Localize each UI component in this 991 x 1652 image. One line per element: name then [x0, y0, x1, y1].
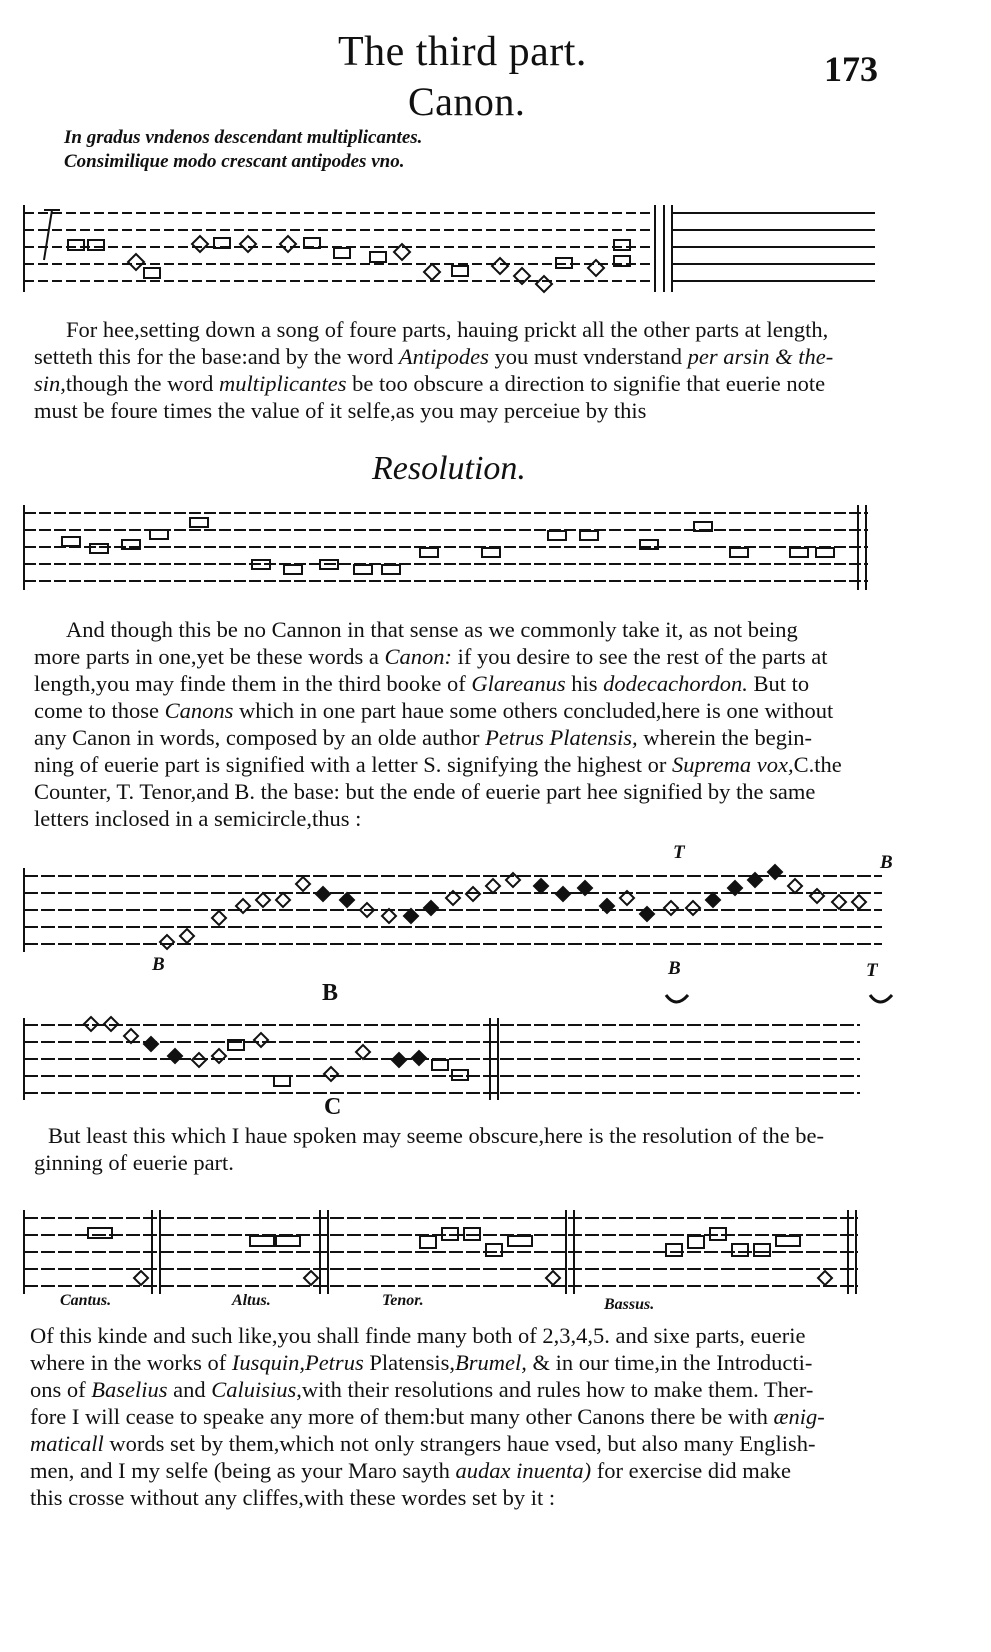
- voice-label-altus: Altus.: [232, 1292, 271, 1309]
- tenor-start-letter: T: [673, 842, 685, 863]
- p2-line-5: any Canon in words, composed by an olde author Petrus Platensis, wherein the begin-: [34, 725, 812, 750]
- paragraph-1: [34, 316, 874, 424]
- p2-line-6: ning of euerie part is signified with a letter S. signifying the highest or Suprema vox,C.the: [34, 752, 842, 777]
- p4-line-3: ons of Baselius and Caluisius,with their resolutions and rules how to make them. Ther-: [30, 1377, 814, 1402]
- p1-line-4: must be foure times the value of it selfe,as you may perceiue by this: [34, 398, 647, 423]
- motto-line-1: In gradus vndenos descendant multiplicantes.: [64, 127, 423, 148]
- paragraph-4: [30, 1322, 872, 1511]
- p2-line-7: Counter, T. Tenor,and B. the base: but the ende of euerie part hee signified by the same: [34, 779, 816, 804]
- voice-label-cantus: Cantus.: [60, 1292, 112, 1309]
- page-title: The third part.: [338, 29, 587, 75]
- p2-line-2: more parts in one,yet be these words a Canon: if you desire to see the rest of the parts at: [34, 644, 828, 669]
- p1-line-3: sin,though the word multiplicantes be too obscure a direction to signifie that euerie note: [34, 371, 826, 396]
- voice-label-bassus: Bassus.: [604, 1296, 655, 1313]
- paragraph-2: [34, 616, 874, 832]
- p4-line-1: Of this kinde and such like,you shall finde many both of 2,3,4,5. and sixe parts, euerie: [30, 1323, 806, 1348]
- tenor-end-letter: T: [866, 960, 878, 981]
- p3-line-1: But least this which I haue spoken may seeme obscure,here is the resolution of the be-: [48, 1123, 825, 1148]
- section-title: Canon.: [408, 79, 526, 124]
- counter-big-letter: C: [324, 1094, 342, 1120]
- p2-line-3: length,you may finde them in the third booke of Glareanus his dodecachordon. But to: [34, 671, 810, 696]
- bass-mark-letter-2: B: [668, 958, 681, 979]
- bass-mark-letter-1: B: [152, 954, 165, 975]
- p1-line-2: setteth this for the base:and by the word Antipodes you must vnderstand per arsin & the-: [34, 344, 834, 369]
- bass-big-letter: B: [322, 980, 339, 1006]
- motto-line-2: Consimilique modo crescant antipodes vno.: [64, 151, 405, 172]
- p4-line-2: where in the works of Iusquin,Petrus Platensis,Brumel, & in our time,in the Introducti-: [30, 1350, 813, 1375]
- p4-line-7: this crosse without any cliffes,with these wordes set by it :: [30, 1485, 556, 1510]
- p4-line-6: men, and I my selfe (being as your Maro sayth audax inuenta) for exercise did make: [30, 1458, 792, 1483]
- p4-line-4: fore I will cease to speake any more of them:but many other Canons there be with ænig-: [30, 1404, 825, 1429]
- bass-start-letter: B: [880, 852, 893, 873]
- paragraph-3: [34, 1122, 874, 1176]
- p3-line-2: ginning of euerie part.: [34, 1150, 234, 1175]
- p4-line-5: maticall words set by them,which not only strangers haue vsed, but also many English-: [30, 1431, 816, 1456]
- voice-label-tenor: Tenor.: [382, 1292, 424, 1309]
- resolution-heading: Resolution.: [372, 450, 526, 487]
- p2-line-1: And though this be no Cannon in that sense as we commonly take it, as not being: [66, 617, 798, 642]
- p2-line-8: letters inclosed in a semicircle,thus :: [34, 806, 362, 831]
- p2-line-4: come to those Canons which in one part haue some others concluded,here is one without: [34, 698, 834, 723]
- p1-line-1: For hee,setting down a song of foure parts, hauing prickt all the other parts at length,: [66, 317, 829, 342]
- page-number: 173: [824, 49, 878, 89]
